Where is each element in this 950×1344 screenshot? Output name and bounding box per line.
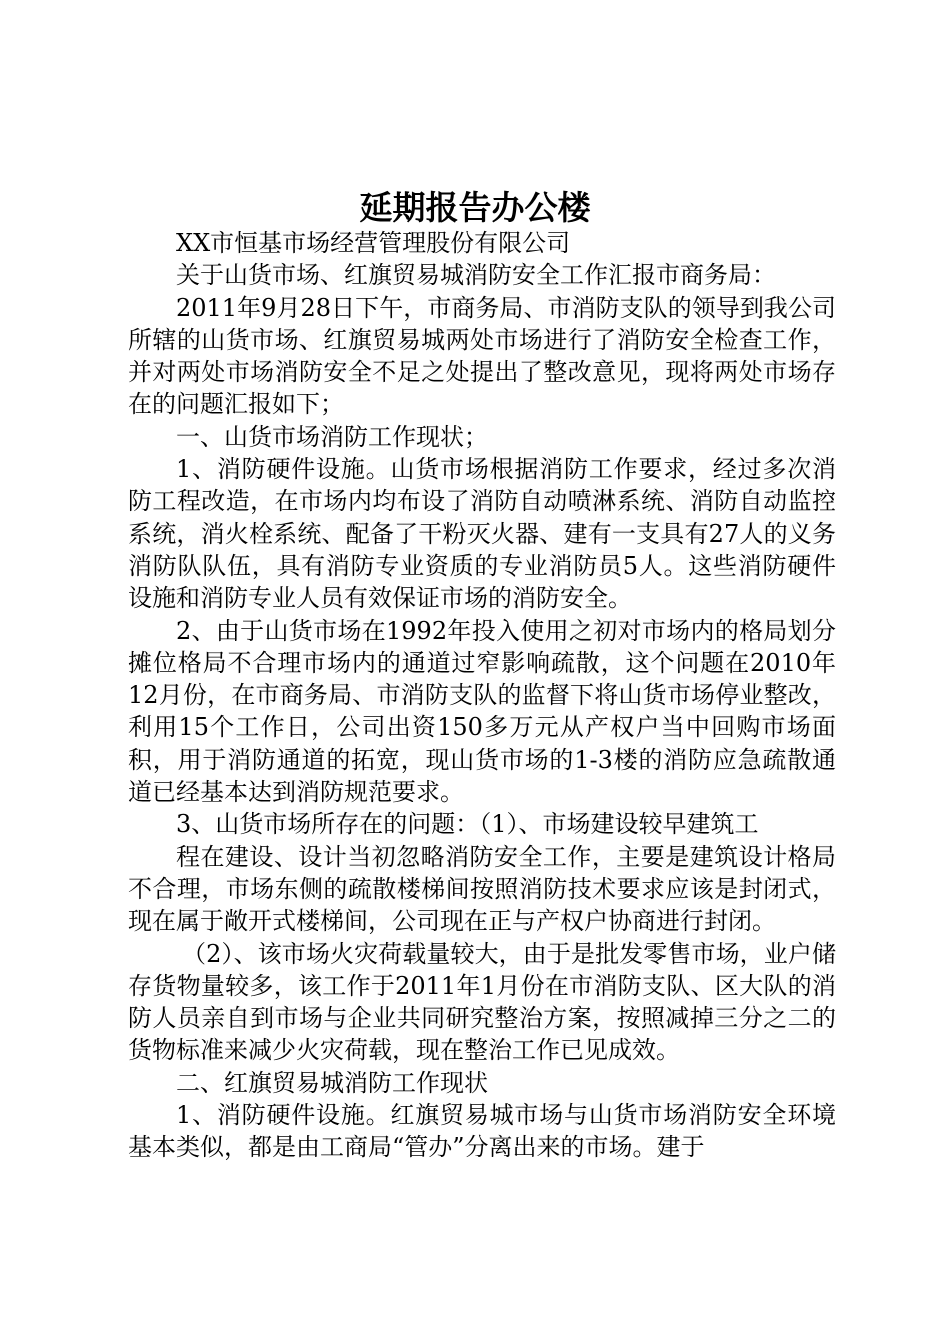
section-heading-1: 一、山货市场消防工作现状； [176, 422, 488, 451]
paragraph-1-3-cont: 程在建设、设计当初忽略消防安全工作，主要是建筑设计格局不合理，市场东侧的疏散楼梯间按照消防技术要求应该是封闭式，现在属于敞开式楼梯间，公司现在正与产权户协商进行封闭。 [128, 842, 836, 936]
paragraph-subject: 关于山货市场、红旗贸易城消防安全工作汇报市商务局： [176, 261, 776, 290]
paragraph-2-1: 1、消防硬件设施。红旗贸易城市场与山货市场消防安全环境基本类似，都是由工商局“管办”分离出来的市场。建于 [128, 1101, 836, 1162]
paragraph-1-2: 2、由于山货市场在1992年投入使用之初对市场内的格局划分摊位格局不合理市场内的通道过窄影响疏散，这个问题在2010年12月份，在市商务局、市消防支队的监督下将山货市场停业整改，利用15个工作日，公司出资150多万元从产权户当中回购市场面积，用于消防通道的拓宽，现山货市场的1-3楼的消防应急疏散通道已经基本达到消防规范要求。 [128, 616, 836, 807]
paragraph-1-3-2: （2）、该市场火灾荷载量较大，由于是批发零售市场，业户储存货物量较多，该工作于2011年1月份在市消防支队、区大队的消防人员亲自到市场与企业共同研究整治方案，按照减掉三分之二的货物标准来减少火灾荷载，现在整治工作已见成效。 [128, 939, 836, 1065]
paragraph-intro: 2011年9月28日下午，市商务局、市消防支队的领导到我公司所辖的山货市场、红旗贸易城两处市场进行了消防安全检查工作，并对两处市场消防安全不足之处提出了整改意见，现将两处市场存在的问题汇报如下； [128, 293, 836, 419]
paragraph-1-3: 3、山货市场所存在的问题：（1）、市场建设较早建筑工 [176, 810, 759, 839]
document-title: 延期报告办公楼 [359, 188, 591, 227]
paragraph-1-1: 1、消防硬件设施。山货市场根据消防工作要求，经过多次消防工程改造，在市场内均布设了消防自动喷淋系统、消防自动监控系统，消火栓系统、配备了干粉灭火器、建有一支具有27人的义务消防队队伍，具有消防专业资质的专业消防员5人。这些消防硬件设施和消防专业人员有效保证市场的消防安全。 [128, 455, 836, 613]
paragraph-company: XX市恒基市场经营管理股份有限公司 [176, 229, 571, 257]
section-heading-2: 二、红旗贸易城消防工作现状 [176, 1068, 488, 1097]
document-body [128, 227, 836, 1164]
